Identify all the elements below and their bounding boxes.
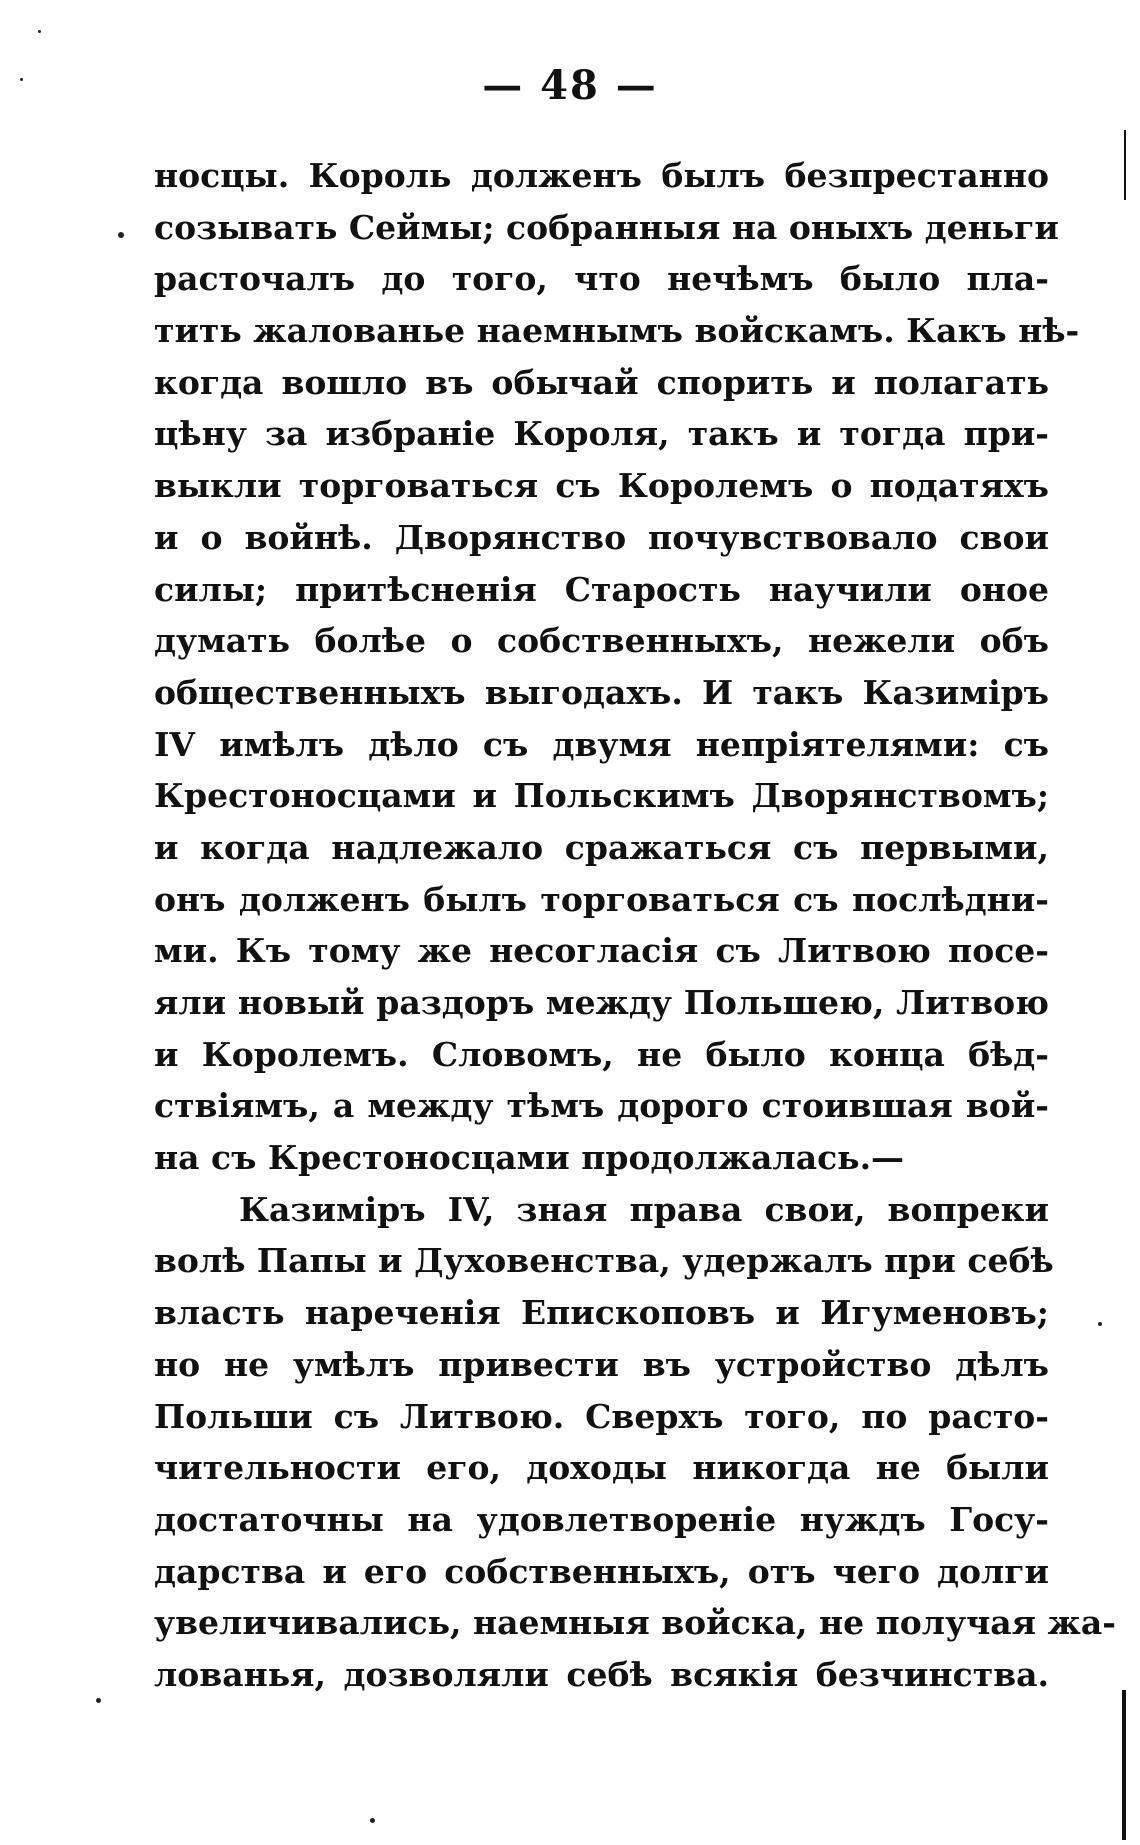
text-line: достаточны на удовлетвореніе нуждъ Госу-: [154, 1499, 1049, 1539]
text-line: силы; притѣсненія Старость научили оное: [154, 569, 1049, 609]
text-line: но не умѣлъ привести въ устройство дѣлъ: [154, 1344, 1049, 1384]
text-line: думать болѣе о собственныхъ, нежели объ: [154, 621, 1049, 661]
text-line: дарства и его собственныхъ, отъ чего долги: [154, 1551, 1049, 1591]
text-line: Крестоносцами и Польскимъ Дворянствомъ;: [154, 776, 1049, 816]
scan-speck: [38, 30, 41, 33]
text-line: когда вошло въ обычай спорить и полагать: [154, 362, 1049, 402]
text-line: яли новый раздоръ между Польшею, Литвою: [154, 983, 1049, 1022]
text-line: Казиміръ IV, зная права свои, вопреки: [239, 1189, 1049, 1229]
scan-speck: [96, 1698, 101, 1703]
text-line: лованья, дозволяли себѣ всякія безчинства.: [154, 1654, 1049, 1694]
text-line: и о войнѣ. Дворянство почувствовало свои: [154, 517, 1049, 557]
text-line: Польши съ Литвою. Сверхъ того, по расто-: [154, 1396, 1049, 1436]
body-text: [154, 150, 1116, 1701]
text-line: носцы. Король долженъ былъ безпрестанно: [154, 156, 1049, 195]
scan-speck: [370, 1818, 375, 1823]
text-line: увеличивались, наемныя войска, не получая жа-: [154, 1603, 1116, 1643]
text-line: расточалъ до того, что нечѣмъ было пла-: [154, 259, 1049, 299]
text-line: на съ Крестоносцами продолжалась.—: [154, 1138, 905, 1178]
text-line: и Королемъ. Словомъ, не было конца бѣд-: [154, 1034, 1049, 1074]
paragraph-1: [154, 150, 1080, 1184]
text-line: цѣну за избраніе Короля, такъ и тогда при-: [154, 414, 1049, 454]
text-line: чительности его, доходы никогда не были: [154, 1448, 1049, 1488]
scan-speck: [1098, 1322, 1102, 1326]
paragraph-2: [154, 1184, 1116, 1701]
text-line: волѣ Папы и Духовенства, удержалъ при себѣ: [154, 1241, 1054, 1281]
edge-mark: [1124, 130, 1126, 200]
text-line: и когда надлежало сражаться съ первыми,: [154, 827, 1049, 867]
text-line: ми. Къ тому же несогласія съ Литвою посе-: [154, 931, 1049, 971]
scan-speck: [20, 78, 23, 81]
text-line: тить жалованье наемнымъ войскамъ. Какъ нѣ-: [154, 311, 1080, 351]
edge-mark: [1122, 1690, 1126, 1840]
text-line: ствіямъ, а между тѣмъ дорого стоившая вой-: [154, 1086, 1049, 1126]
page-number: — 48 —: [482, 62, 658, 109]
text-line: выкли торговаться съ Королемъ о податяхъ: [154, 466, 1049, 506]
scan-speck: [118, 232, 124, 238]
text-line: онъ долженъ былъ торговаться съ послѣдни-: [154, 879, 1049, 919]
text-line: созывать Сеймы; собранныя на оныхъ деньги: [154, 207, 1059, 247]
text-line: общественныхъ выгодахъ. И такъ Казиміръ: [154, 672, 1049, 712]
text-line: власть нареченія Епископовъ и Игуменовъ;: [154, 1293, 1049, 1333]
text-line: IV имѣлъ дѣло съ двумя непріятелями: съ: [154, 724, 1049, 764]
